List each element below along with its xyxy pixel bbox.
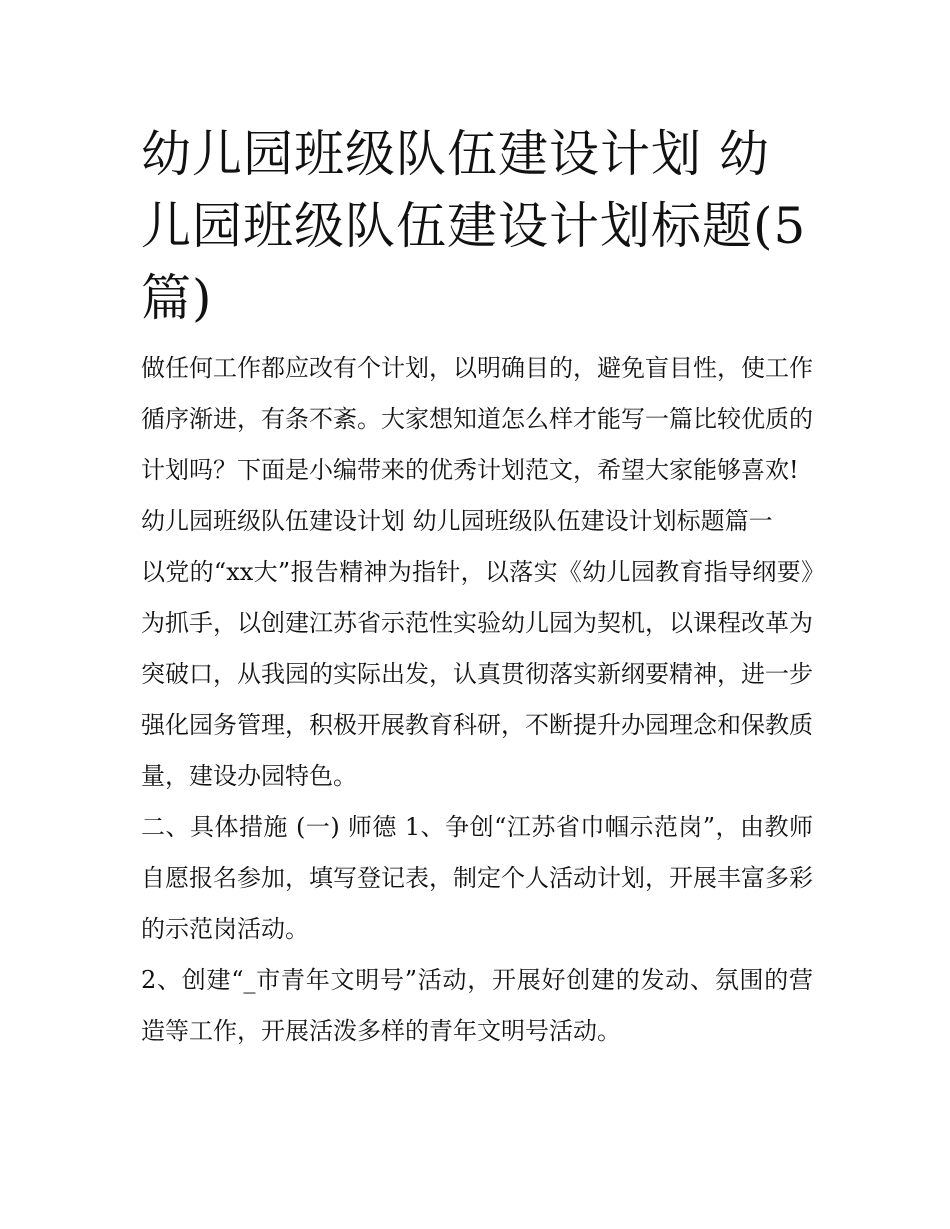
measures-paragraph: 二、具体措施 (一) 师德 1、争创“江苏省巾帼示范岗”，由教师自愿报名参加，填写登记表，制定个人活动计划，开展丰富多彩的示范岗活动。 <box>141 813 813 943</box>
document-title: 幼儿园班级队伍建设计划 幼儿园班级队伍建设计划标题(5篇) <box>141 125 807 327</box>
section-heading-paragraph: 幼儿园班级队伍建设计划 幼儿园班级队伍建设计划标题篇一 <box>141 507 773 535</box>
guiding-principle-paragraph: 以党的“xx大”报告精神为指针，以落实《幼儿园教育指导纲要》为抓手，以创建江苏省示范性实验幼儿园为契机，以课程改革为突破口，从我园的实际出发，认真贯彻落实新纲要精神，进一步强化园务管理，积极开展教育科研，不断提升办园理念和保教质量，建设办园特色。 <box>141 558 813 790</box>
intro-paragraph: 做任何工作都应改有个计划，以明确目的，避免盲目性，使工作循序渐进，有条不紊。大家想知道怎么样才能写一篇比较优质的计划吗？下面是小编带来的优秀计划范文，希望大家能够喜欢! <box>141 354 813 484</box>
document-body <box>141 118 813 1057</box>
civilization-paragraph: 2、创建“_市青年文明号”活动，开展好创建的发动、氛围的营造等工作，开展活泼多样的青年文明号活动。 <box>141 966 813 1045</box>
